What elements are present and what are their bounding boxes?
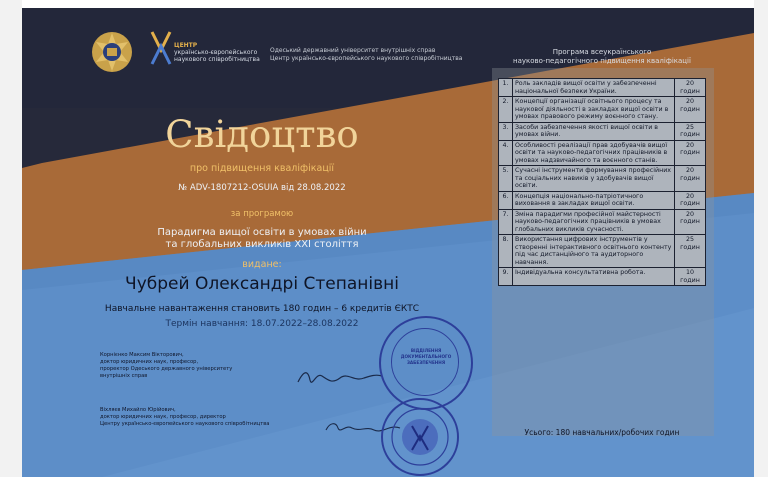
row-hours: 20 годин <box>675 191 706 209</box>
program-name-line-1: Парадигма вищої освіти в умовах війни <box>157 227 367 238</box>
table-row <box>499 235 706 268</box>
program-label: за програмою <box>230 209 294 219</box>
row-hours: 20 годин <box>675 97 706 123</box>
row-number: 1. <box>499 79 513 97</box>
row-hours: 25 годин <box>675 122 706 140</box>
study-term: Термін навчання: 18.07.2022–28.08.2022 <box>165 319 359 329</box>
recipient-name: Чубрей Олександрі Степанівні <box>125 274 399 294</box>
row-topic: Особливості реалізації прав здобувачів вищої освіти та науково-педагогічних працівників в умовах надзвичайного та воєнного станів. <box>513 140 675 166</box>
viewer-right-margin <box>754 0 768 477</box>
row-number: 2. <box>499 97 513 123</box>
signatory-2-line: доктор юридичних наук, професор, директор <box>100 414 226 420</box>
signatory-1-line: проректор Одеського державного університету <box>100 366 233 372</box>
signatory-2-line: Віхляєв Михайло Юрійович, <box>100 407 176 413</box>
row-topic: Концепції організації освітнього процесу та наукової діяльності в закладах вищої освіти в умовах правового режиму воєнного стану. <box>513 97 675 123</box>
row-number: 4. <box>499 140 513 166</box>
row-number: 7. <box>499 209 513 235</box>
certificate-title: Свідоцтво <box>165 113 359 156</box>
certificate-subtitle: про підвищення кваліфікації <box>189 163 335 174</box>
table-row <box>499 166 706 192</box>
row-number: 3. <box>499 122 513 140</box>
ministry-emblem-icon <box>90 30 134 74</box>
row-topic: Роль закладів вищої освіти у забезпеченні національної безпеки України. <box>513 79 675 97</box>
signatory-1-line: доктор юридичних наук, професор, <box>100 359 199 365</box>
certificate-document <box>22 8 754 477</box>
center-logo-text-2: українсько-європейського <box>174 49 258 56</box>
row-topic: Сучасні інструменти формування професійних та соціальних навиків у здобувачів вищої освіти. <box>513 166 675 192</box>
signature-1-icon <box>294 366 384 390</box>
signatory-1 <box>100 352 232 380</box>
row-hours: 20 годин <box>675 140 706 166</box>
program-table <box>498 78 706 286</box>
table-row <box>499 140 706 166</box>
center-logo-icon <box>150 30 172 66</box>
program-panel-title-line: науково-педагогічного підвищення кваліфікації <box>513 57 691 65</box>
seal-inner-text: ЗАБЕЗПЕЧЕННЯ <box>406 360 446 365</box>
row-topic: Зміна парадигми професійної майстерності науково-педагогічних працівників в умовах глобальних викликів сучасності. <box>513 209 675 235</box>
viewer-left-margin <box>0 0 22 477</box>
issued-label: видане: <box>242 259 282 270</box>
row-topic: Індивідуальна консультативна робота. <box>513 268 675 286</box>
row-topic: Використання цифрових інструментів у створенні інтерактивного освітнього контенту під час дистанційного та аудиторного навчання. <box>513 235 675 268</box>
table-row <box>499 268 706 286</box>
center-seal-icon <box>379 396 461 477</box>
row-hours: 20 годин <box>675 209 706 235</box>
center-logo-text-3: наукового співробітництва <box>174 56 260 63</box>
row-hours: 10 годин <box>675 268 706 286</box>
row-hours: 25 годин <box>675 235 706 268</box>
row-topic: Засоби забезпечення якості вищої освіти в умовах війни. <box>513 122 675 140</box>
row-number: 9. <box>499 268 513 286</box>
row-number: 6. <box>499 191 513 209</box>
table-row <box>499 97 706 123</box>
signatory-1-line: внутрішніх справ <box>100 373 148 379</box>
signatory-1-line: Корнієнко Максим Вікторович, <box>100 352 184 358</box>
certificate-number: № ADV-1807212-OSUIA від 28.08.2022 <box>178 183 346 193</box>
table-row <box>499 122 706 140</box>
center-logo-text-1: ЦЕНТР <box>174 42 198 49</box>
table-row <box>499 191 706 209</box>
university-name-line-2: Центр українсько-європейського наукового співробітництва <box>270 55 463 62</box>
program-panel-title-line: Програма всеукраїнського <box>552 48 652 56</box>
signatory-2 <box>100 407 269 428</box>
table-row <box>499 209 706 235</box>
study-load: Навчальне навантаження становить 180 годин – 6 кредитів ЄКТС <box>104 304 420 314</box>
program-total: Усього: 180 навчальних/робочих годин <box>524 428 680 437</box>
seal-inner-text: ВІДДІЛЕННЯ <box>410 348 442 353</box>
table-row <box>499 79 706 97</box>
seal-inner-text: ДОКУМЕНТАЛЬНОГО <box>400 354 452 359</box>
program-name-line-2: та глобальних викликів ХХІ століття <box>165 239 359 250</box>
row-topic: Концепція національно-патріотичного виховання в закладах вищої освіти. <box>513 191 675 209</box>
row-hours: 20 годин <box>675 166 706 192</box>
row-number: 5. <box>499 166 513 192</box>
row-number: 8. <box>499 235 513 268</box>
program-panel-title <box>498 48 706 66</box>
signatory-2-line: Центру українсько-європейського наукового співробітництва <box>100 421 270 427</box>
university-name-line-1: Одеський державний університет внутрішніх справ <box>270 47 436 54</box>
row-hours: 20 годин <box>675 79 706 97</box>
